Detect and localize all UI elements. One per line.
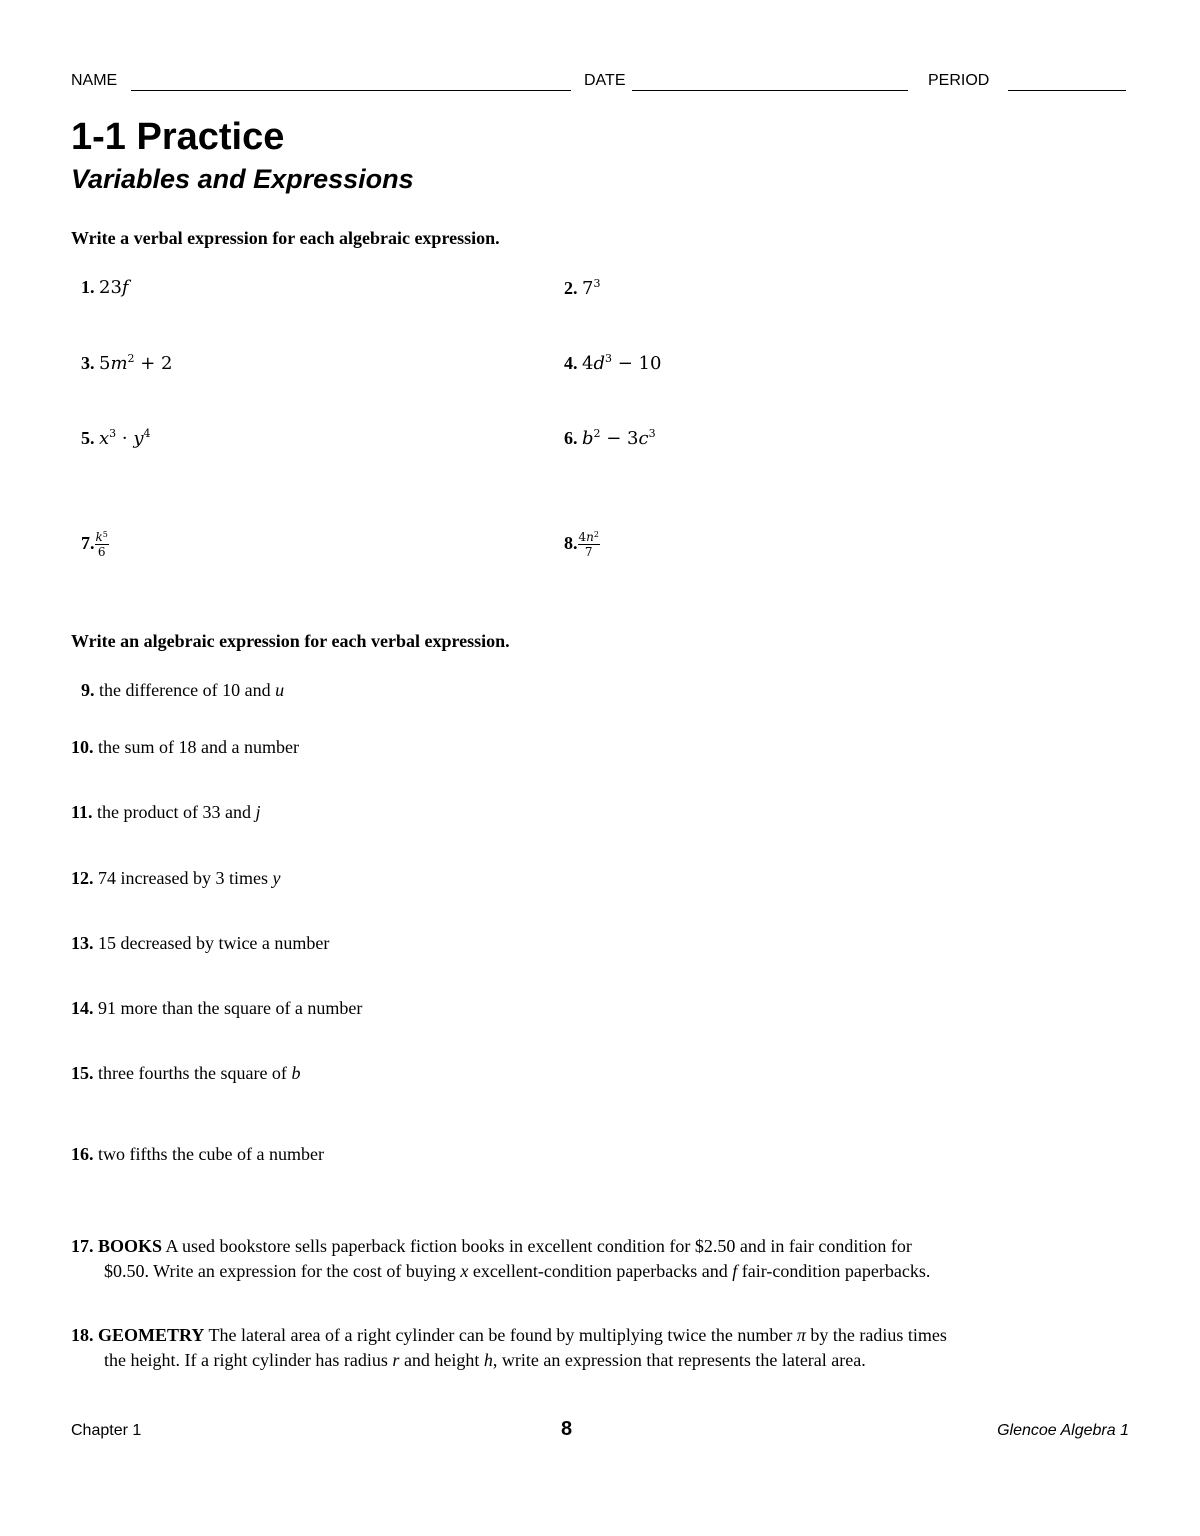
problem-variable: x bbox=[460, 1261, 469, 1281]
exercise-text: the difference of 10 and bbox=[99, 680, 276, 700]
exercise-15 bbox=[71, 1063, 300, 1084]
exercise-number: 2. bbox=[564, 278, 578, 298]
exercise-text: 74 increased by 3 times bbox=[98, 868, 273, 888]
exercise-variable: u bbox=[275, 680, 285, 700]
exercise-1: 1. 23f bbox=[81, 277, 129, 298]
exercise-5: 5. $x^3 \cdot y^4$ bbox=[81, 427, 151, 449]
exercise-9 bbox=[81, 680, 284, 701]
problem-text: fair-condition paperbacks. bbox=[737, 1261, 931, 1281]
date-label: DATE bbox=[584, 72, 626, 89]
problem-text: , write an expression that represents the lateral area. bbox=[492, 1350, 866, 1370]
exercise-number: 8. bbox=[564, 533, 578, 553]
problem-17 bbox=[71, 1234, 1131, 1284]
problem-text: and height bbox=[399, 1350, 484, 1370]
exercise-2: 2. $7^3$ bbox=[564, 277, 601, 299]
pi-symbol: π bbox=[796, 1325, 806, 1345]
exercise-number: 15. bbox=[71, 1063, 94, 1083]
exercise-number: 3. bbox=[81, 353, 95, 373]
exercise-16 bbox=[71, 1144, 324, 1165]
exercise-number: 7. bbox=[81, 533, 95, 553]
exercise-11 bbox=[71, 802, 261, 823]
problem-text: by the radius times bbox=[805, 1325, 947, 1345]
exercise-number: 10. bbox=[71, 737, 94, 757]
exercise-number: 12. bbox=[71, 868, 94, 888]
problem-number: 17. bbox=[71, 1236, 94, 1256]
problem-18 bbox=[71, 1323, 1131, 1373]
problem-text: The lateral area of a right cylinder can be found by multiplying twice the number bbox=[204, 1325, 797, 1345]
problem-text: A used bookstore sells paperback fiction books in excellent condition for $2.50 and in fair condition for bbox=[162, 1236, 912, 1256]
exercise-text: the sum of 18 and a number bbox=[98, 737, 299, 757]
page-subtitle: Variables and Expressions bbox=[71, 164, 414, 194]
problem-text: the height. If a right cylinder has radius bbox=[104, 1350, 393, 1370]
exercise-4: 4. $4d^3 - 10$ bbox=[564, 352, 662, 374]
page-title: 1-1 Practice bbox=[71, 116, 285, 158]
problem-topic: GEOMETRY bbox=[98, 1325, 205, 1345]
exercise-14 bbox=[71, 998, 362, 1019]
period-line[interactable] bbox=[1008, 90, 1126, 91]
page-number: 8 bbox=[561, 1418, 573, 1440]
exercise-number: 5. bbox=[81, 428, 95, 448]
exercise-text: 15 decreased by twice a number bbox=[98, 933, 330, 953]
exercise-8: 8. $\frac{4n^2}{7}$ bbox=[564, 530, 599, 559]
date-line[interactable] bbox=[632, 90, 908, 91]
exercise-number: 1. bbox=[81, 277, 95, 297]
exercise-number: 13. bbox=[71, 933, 94, 953]
exercise-number: 6. bbox=[564, 428, 578, 448]
section2-instruction: Write an algebraic expression for each verbal expression. bbox=[71, 631, 510, 651]
problem-variable: f bbox=[732, 1261, 738, 1281]
footer-chapter: Chapter 1 bbox=[71, 1422, 142, 1439]
exercise-variable: j bbox=[255, 802, 261, 822]
problem-number: 18. bbox=[71, 1325, 94, 1345]
problem-variable: h bbox=[483, 1350, 493, 1370]
exercise-text: 91 more than the square of a number bbox=[98, 998, 363, 1018]
exercise-text: the product of 33 and bbox=[97, 802, 256, 822]
exercise-text: two fifths the cube of a number bbox=[98, 1144, 324, 1164]
footer-book-title: Glencoe Algebra 1 bbox=[997, 1422, 1129, 1439]
exercise-13 bbox=[71, 933, 329, 954]
exercise-number: 11. bbox=[71, 802, 93, 822]
exercise-number: 16. bbox=[71, 1144, 94, 1164]
exercise-10 bbox=[71, 737, 299, 758]
problem-text: excellent-condition paperbacks and bbox=[468, 1261, 733, 1281]
exercise-number: 9. bbox=[81, 680, 95, 700]
name-label: NAME bbox=[71, 72, 118, 89]
exercise-3: 3. $5m^2 + 2$ bbox=[81, 352, 173, 374]
exercise-12 bbox=[71, 868, 280, 889]
exercise-number: 14. bbox=[71, 998, 94, 1018]
period-label: PERIOD bbox=[928, 72, 990, 89]
problem-variable: r bbox=[392, 1350, 400, 1370]
exercise-7: 7. $\frac{k^5}{6}$ bbox=[81, 530, 108, 559]
problem-topic: BOOKS bbox=[98, 1236, 163, 1256]
exercise-text: three fourths the square of bbox=[98, 1063, 292, 1083]
exercise-variable: y bbox=[272, 868, 281, 888]
section1-instruction: Write a verbal expression for each algebraic expression. bbox=[71, 228, 500, 248]
exercise-6: 6. $b^2 - 3c^3$ bbox=[564, 427, 656, 449]
name-line[interactable] bbox=[131, 90, 571, 91]
problem-text: $0.50. Write an expression for the cost of buying bbox=[104, 1261, 461, 1281]
exercise-variable: b bbox=[291, 1063, 301, 1083]
exercise-number: 4. bbox=[564, 353, 578, 373]
